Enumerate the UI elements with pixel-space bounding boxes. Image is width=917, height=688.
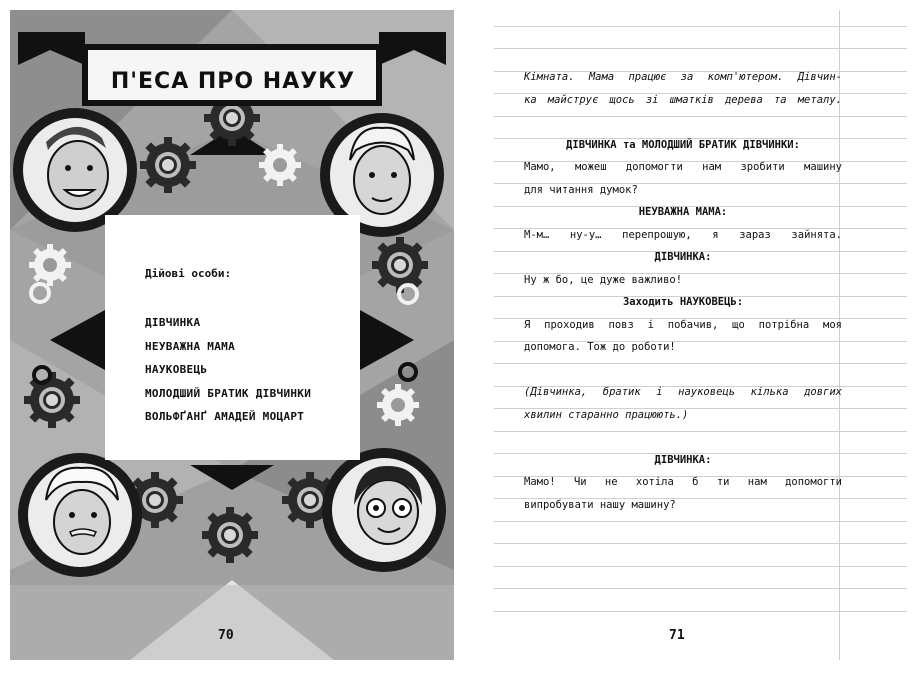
speaker-label: НЕУВАЖНА МАМА: [638,206,728,218]
ruled-line [494,543,907,544]
ruled-line [494,611,907,612]
ruled-line [494,48,907,49]
portrait-einstein [18,453,142,577]
stage-direction-line: хвилин старанно працюють.) [524,408,689,421]
ruled-line [494,26,907,27]
ruled-line [494,566,907,567]
cast-heading: Дійові особи: [145,267,232,280]
cast-list [145,316,311,434]
script-text [524,66,842,516]
play-title: П'ЕСА ПРО НАУКУ [110,69,356,94]
dialogue-line: для читання думок? [524,183,638,196]
dialogue-line: Мамо! Чи не хотіла б ти нам допомогти [524,476,842,488]
ruled-line [494,521,907,522]
stage-direction-line: (Дівчинка, братик і науковець кілька довгих [524,386,842,398]
dialogue-line: Я проходив повз і побачив, що потрібна моя [524,318,842,331]
cast-item: ВОЛЬФҐАНҐ АМАДЕЙ МОЦАРТ [145,410,305,423]
dialogue-line: Мамо, можеш допомогти нам зробити машину [524,161,842,173]
stage-direction-line: Заходить НАУКОВЕЦЬ: [622,296,744,308]
dialogue-line: М-м… ну-у… перепрошую, я зараз зайнята. [524,228,842,241]
speaker-label: ДІВЧИНКА та МОЛОДШИЙ БРАТИК ДІВЧИНКИ: [566,138,800,151]
dialogue-line: Ну ж бо, це дуже важливо! [524,273,683,286]
page-number-right: 71 [669,628,685,643]
cast-item: ДІВЧИНКА [145,316,201,329]
cast-item: НЕУВАЖНА МАМА [145,339,235,353]
speaker-label: ДІВЧИНКА: [654,453,712,466]
dialogue-line: випробувати нашу машину? [524,498,676,511]
dialogue-line: допомога. Тож до роботи! [524,341,676,353]
portrait-girl [322,448,446,572]
stage-direction-line: Кімната. Мама працює за комп'ютером. Дівчин- [524,71,842,83]
cast-item: НАУКОВЕЦЬ [145,363,208,376]
cast-card [105,215,360,460]
speaker-label: ДІВЧИНКА: [654,251,712,263]
ruled-line [494,588,907,589]
page-number-left: 70 [218,628,234,643]
stage-direction-line: ка майструє щось зі шматків дерева та металу. [524,93,842,106]
right-page [494,10,907,660]
cast-item: МОЛОДШИЙ БРАТИК ДІВЧИНКИ [145,386,312,400]
portrait-boy [13,108,137,232]
left-page [10,10,454,660]
